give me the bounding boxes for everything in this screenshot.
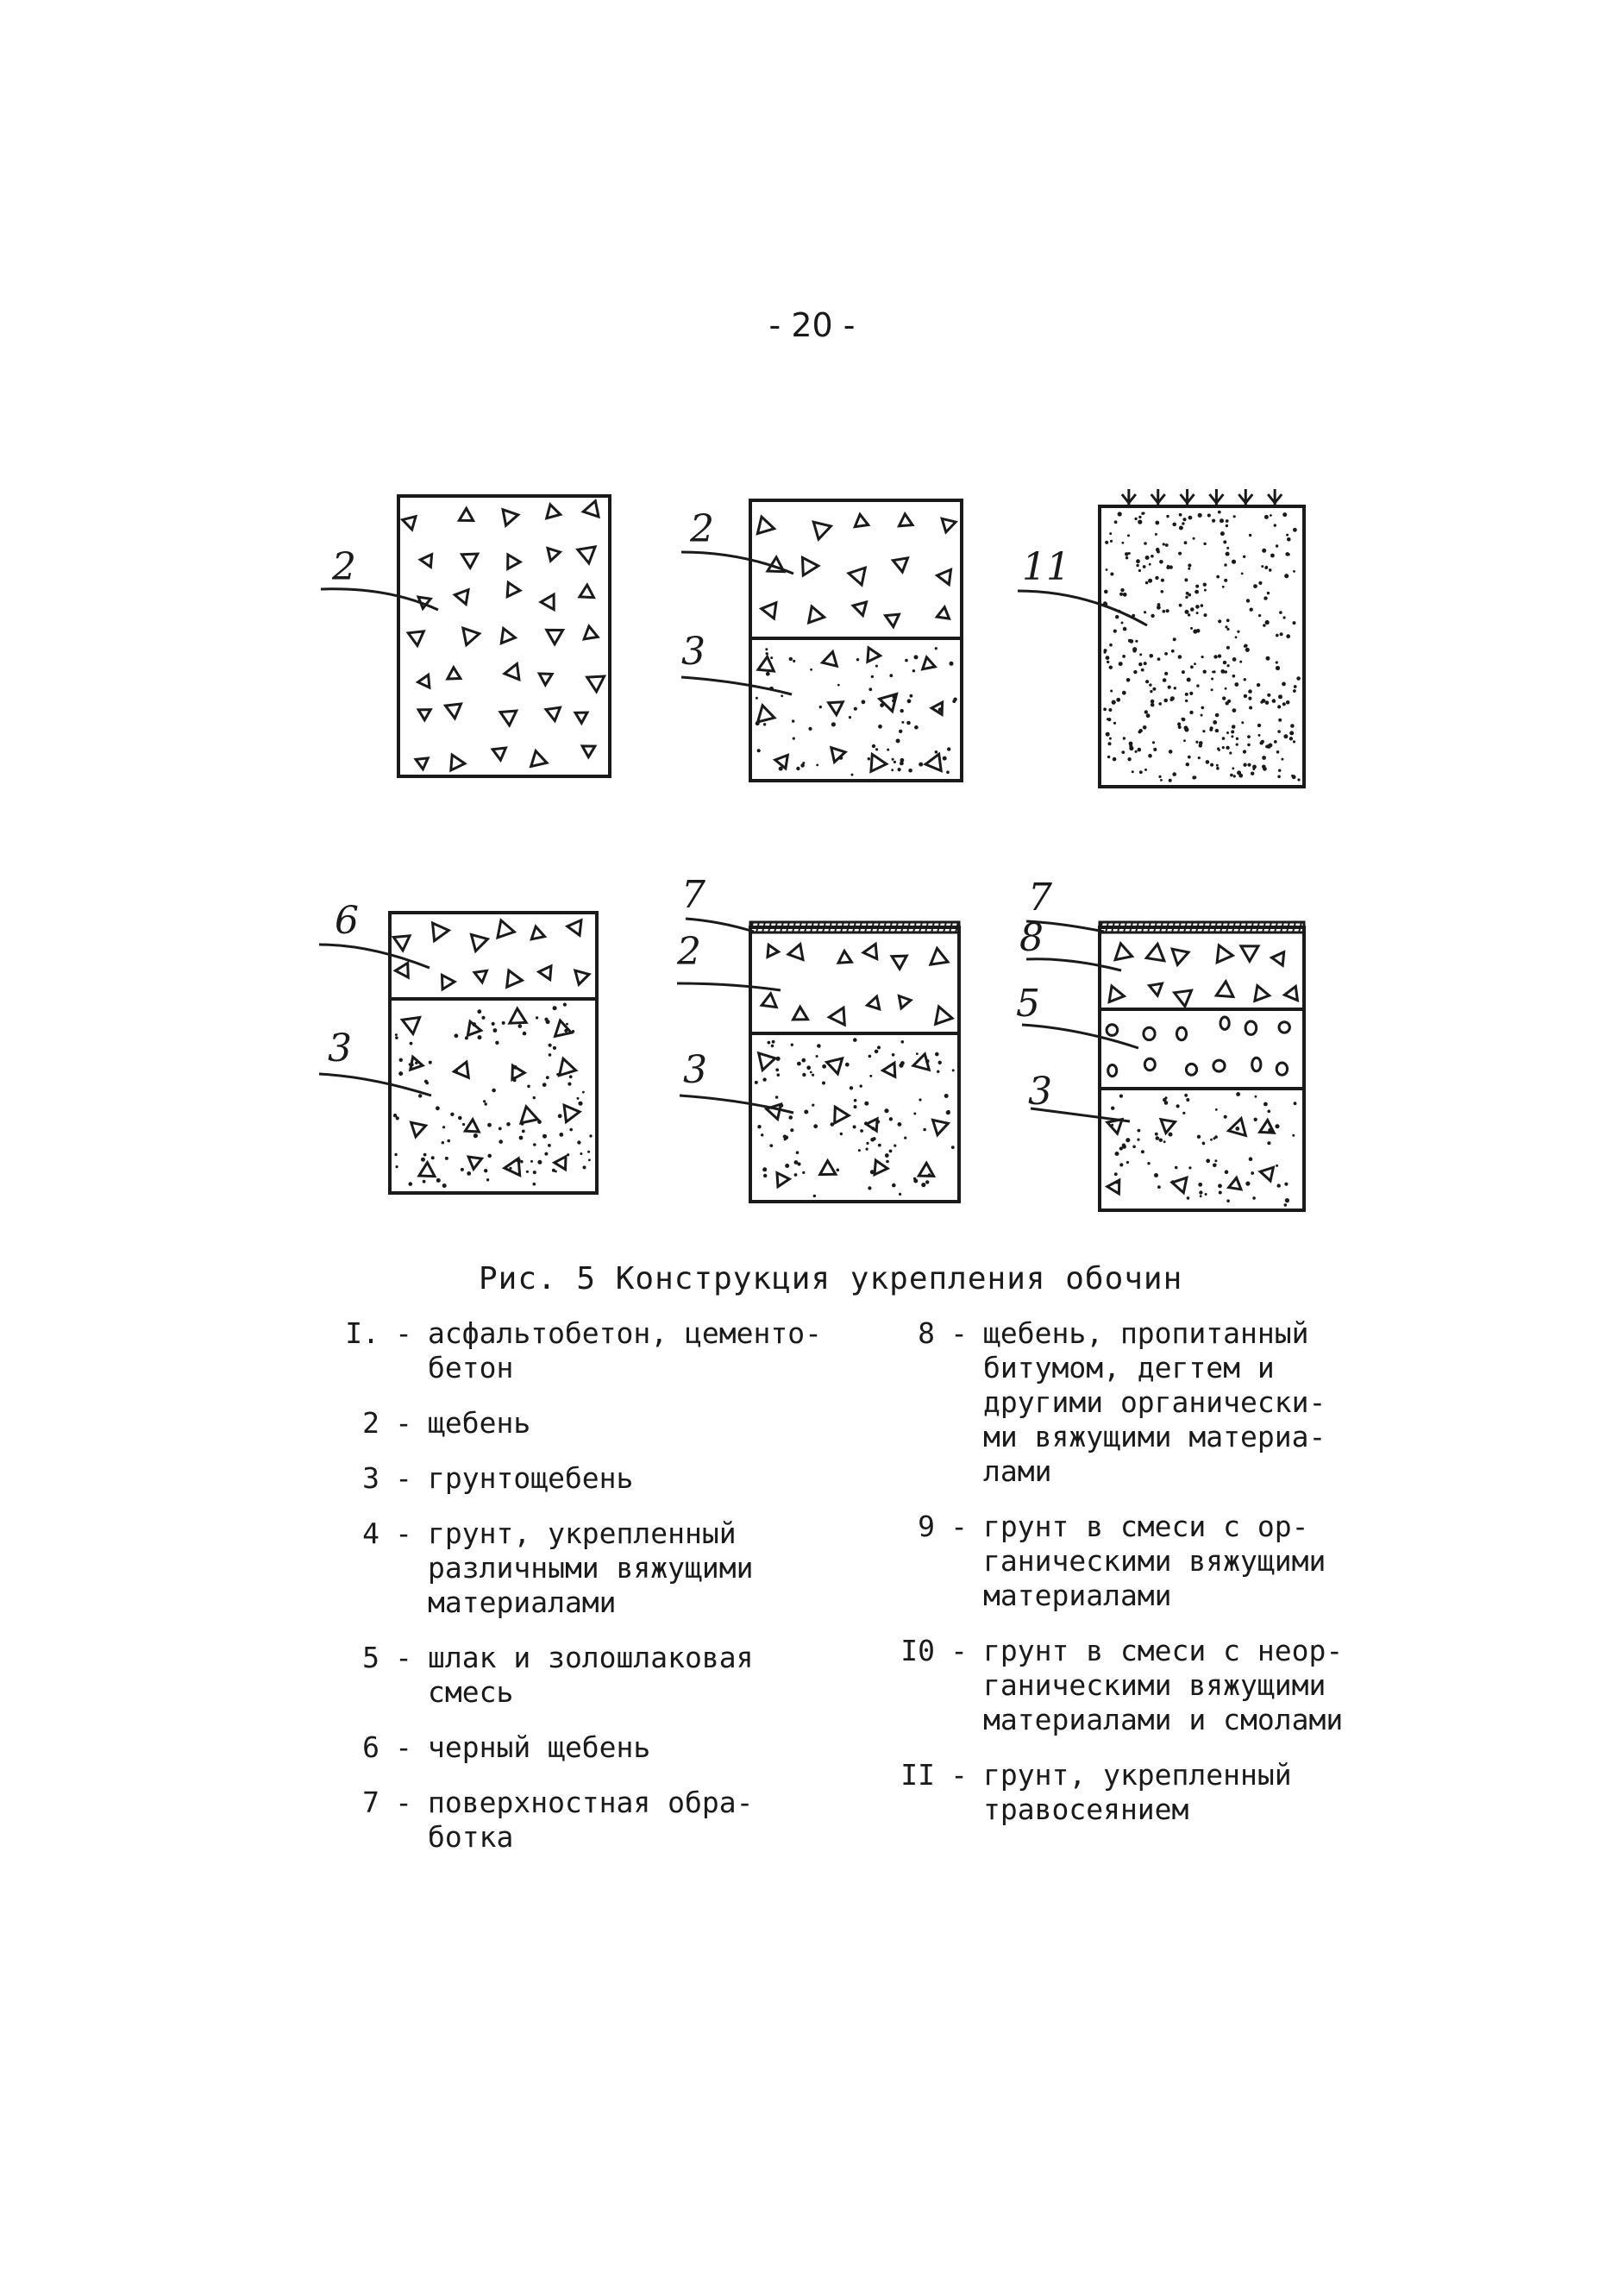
legend-item-dash: -	[395, 1461, 412, 1495]
soil-gravel-texture	[402, 1008, 580, 1177]
legend-item-number: 4	[362, 1516, 379, 1550]
page-number: - 20 -	[768, 306, 856, 344]
crushed-stone-texture	[403, 501, 605, 770]
legend-item-text: асфальтобетон, цементо- бетон	[428, 1316, 822, 1384]
panel-label: 11	[1022, 545, 1070, 589]
legend-item-text: щебень	[428, 1406, 531, 1440]
legend-item-number: 6	[362, 1730, 379, 1764]
soil-gravel-dots	[1111, 1092, 1296, 1207]
panel-2-frame	[750, 500, 962, 781]
panel-label: 3	[1028, 1070, 1052, 1114]
legend-item-text: грунт в смеси с неор- ганическими вяжущими материалами и смолами	[983, 1634, 1344, 1736]
impregnated-crushed-stone-texture	[1109, 944, 1297, 1007]
panel-label: 2	[677, 930, 701, 974]
legend-item	[324, 1641, 842, 1710]
legend-item-number: 7	[362, 1786, 379, 1819]
legend-item-dash: -	[395, 1406, 412, 1440]
legend-item	[880, 1758, 1397, 1827]
legend-item-dash: -	[395, 1730, 412, 1764]
panel-4-frame	[390, 913, 597, 1193]
panel-label: 3	[328, 1026, 352, 1070]
legend-item-text: щебень, пропитанный битумом, дегтем и другими органически- ми вяжущими материа- лами	[983, 1316, 1326, 1488]
legend-item-text: грунтощебень	[428, 1461, 634, 1495]
panel-label: 7	[1028, 876, 1052, 920]
legend-item-text: грунт в смеси с ор- ганическими вяжущими материалами	[983, 1510, 1326, 1612]
leader-line	[1026, 959, 1121, 970]
leader-line	[681, 677, 792, 694]
panel-label: 3	[681, 630, 705, 674]
crushed-stone-texture	[762, 944, 952, 1025]
panel-label: 5	[1016, 982, 1040, 1026]
legend-item	[324, 1730, 842, 1765]
legend-item	[324, 1786, 842, 1855]
legend-item-number: 2	[362, 1406, 379, 1440]
legend-item	[324, 1406, 842, 1441]
leader-line	[677, 983, 781, 990]
legend-item-text: грунт, укрепленный различными вяжущими материалами	[428, 1516, 754, 1619]
leader-line	[1018, 591, 1147, 625]
black-crushed-stone-texture	[393, 920, 589, 989]
panel-label: 2	[332, 545, 356, 589]
legend-left-column	[324, 1316, 842, 1875]
panel-label: 7	[681, 873, 705, 917]
panel-1-frame	[398, 496, 610, 776]
legend-item	[880, 1316, 1397, 1489]
legend-item-dash: -	[950, 1634, 968, 1667]
legend-item-number: I.	[345, 1316, 379, 1350]
soil-gravel-dots	[755, 1038, 955, 1197]
legend-item-number: I0	[900, 1634, 935, 1667]
legend-item	[324, 1461, 842, 1496]
legend-item-dash: -	[395, 1316, 412, 1350]
legend-item-dash: -	[395, 1641, 412, 1674]
legend-item-dash: -	[950, 1510, 968, 1543]
panel-label: 3	[683, 1048, 707, 1092]
panel-label: 6	[335, 899, 359, 943]
legend-right-column	[880, 1316, 1397, 1848]
legend-item-number: 9	[918, 1510, 935, 1543]
legend-item-number: 5	[362, 1641, 379, 1674]
soil-gravel-dots	[393, 1003, 593, 1189]
figure-caption: Рис. 5 Конструкция укрепления обочин	[479, 1261, 1183, 1296]
legend-item	[324, 1516, 842, 1620]
panel-label: 2	[690, 507, 714, 551]
grassed-soil-dots	[1103, 511, 1301, 782]
leader-line	[319, 1074, 431, 1096]
soil-gravel-texture	[758, 648, 943, 771]
legend-item-text: поверхностная обра- ботка	[428, 1786, 754, 1854]
legend-item-text: шлак и золошлаковая смесь	[428, 1641, 754, 1709]
legend-item	[880, 1510, 1397, 1613]
legend-item-dash: -	[395, 1786, 412, 1819]
legend-item	[324, 1316, 842, 1385]
legend-item	[880, 1634, 1397, 1737]
legend-item-text: грунт, укрепленный травосеянием	[983, 1758, 1292, 1826]
legend-item-dash: -	[950, 1758, 968, 1792]
legend-item-number: 8	[918, 1316, 935, 1350]
legend-item-dash: -	[950, 1316, 968, 1350]
panel-label: 8	[1019, 916, 1044, 960]
grass-seeding-icon	[1122, 489, 1282, 506]
legend-item-number: 3	[362, 1461, 379, 1495]
leader-line	[1022, 1025, 1138, 1048]
legend-item-dash: -	[395, 1516, 412, 1550]
leader-line	[319, 945, 430, 968]
legend-item-text: черный щебень	[428, 1730, 651, 1764]
legend-item-number: II	[900, 1758, 935, 1792]
